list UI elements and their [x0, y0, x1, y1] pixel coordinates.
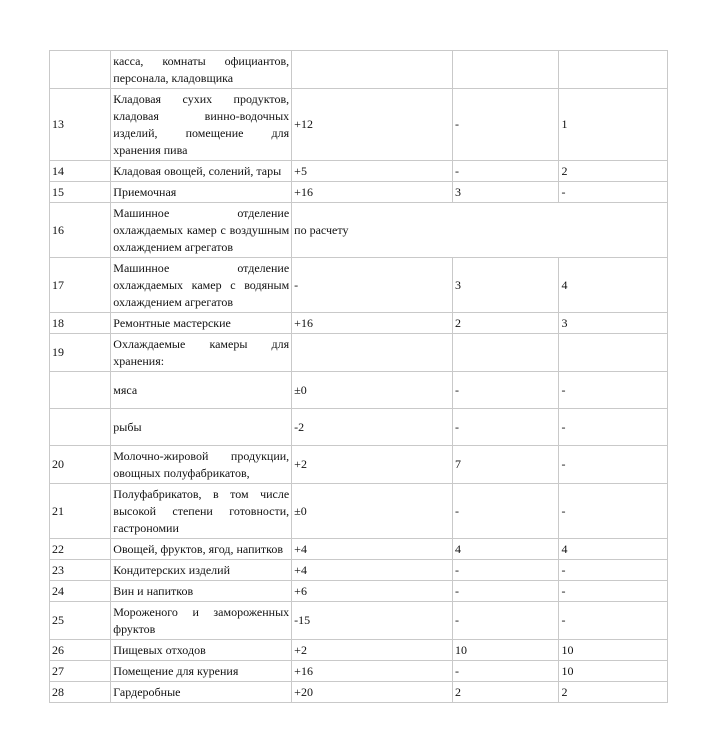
- row-number: 19: [50, 334, 111, 372]
- room-name: Пищевых отходов: [111, 640, 292, 661]
- value-b: 3: [559, 313, 668, 334]
- temperature: ±0: [292, 484, 453, 539]
- row-number: [50, 372, 111, 409]
- room-name: Молочно-жировой продукции, овощных полуфабрикатов,: [111, 446, 292, 484]
- value-a: [452, 51, 559, 89]
- row-number: 17: [50, 258, 111, 313]
- value-b: -: [559, 602, 668, 640]
- value-b: 4: [559, 258, 668, 313]
- temperature: +4: [292, 560, 453, 581]
- value-a: 4: [452, 539, 559, 560]
- room-name: Кондитерских изделий: [111, 560, 292, 581]
- value-b: -: [559, 560, 668, 581]
- value-b: -: [559, 446, 668, 484]
- room-name: касса, комнаты официантов, персонала, кладовщика: [111, 51, 292, 89]
- row-number: [50, 409, 111, 446]
- room-name: Машинное отделение охлаждаемых камер с водяным охлаждением агрегатов: [111, 258, 292, 313]
- row-number: 22: [50, 539, 111, 560]
- value-b: 2: [559, 682, 668, 703]
- table-row: [50, 409, 668, 446]
- temperature: +5: [292, 161, 453, 182]
- temperature: -: [292, 258, 453, 313]
- row-number: 23: [50, 560, 111, 581]
- temperature: +2: [292, 446, 453, 484]
- table-row: [50, 661, 668, 682]
- temperature: -2: [292, 409, 453, 446]
- table-row: [50, 203, 668, 258]
- value-a: -: [452, 661, 559, 682]
- value-b: -: [559, 484, 668, 539]
- value-a: -: [452, 409, 559, 446]
- table-row: [50, 484, 668, 539]
- room-name: Овощей, фруктов, ягод, напитков: [111, 539, 292, 560]
- value-a: -: [452, 581, 559, 602]
- value-a: -: [452, 484, 559, 539]
- row-number: 26: [50, 640, 111, 661]
- value-a: 3: [452, 182, 559, 203]
- table-row: [50, 446, 668, 484]
- value-b: 10: [559, 661, 668, 682]
- temperature: +16: [292, 661, 453, 682]
- value-b: 2: [559, 161, 668, 182]
- value-b: -: [559, 409, 668, 446]
- temperature: +12: [292, 89, 453, 161]
- value-a: -: [452, 372, 559, 409]
- value-a: -: [452, 560, 559, 581]
- table-row: [50, 560, 668, 581]
- value-b: 1: [559, 89, 668, 161]
- table-row: [50, 682, 668, 703]
- value-b: [559, 51, 668, 89]
- row-number: 21: [50, 484, 111, 539]
- value-a: 2: [452, 313, 559, 334]
- temperature: +6: [292, 581, 453, 602]
- table-row: [50, 51, 668, 89]
- value-a: -: [452, 89, 559, 161]
- temperature: +4: [292, 539, 453, 560]
- temperature: +20: [292, 682, 453, 703]
- room-name: Ремонтные мастерские: [111, 313, 292, 334]
- temperature: +16: [292, 182, 453, 203]
- room-name: Гардеробные: [111, 682, 292, 703]
- temperature: [292, 51, 453, 89]
- table-row: [50, 161, 668, 182]
- row-number: 13: [50, 89, 111, 161]
- table-row: [50, 372, 668, 409]
- row-number: [50, 51, 111, 89]
- value-b: -: [559, 581, 668, 602]
- temperature: -15: [292, 602, 453, 640]
- row-number: 14: [50, 161, 111, 182]
- table-row: [50, 334, 668, 372]
- table-row: [50, 602, 668, 640]
- room-name: Приемочная: [111, 182, 292, 203]
- temperature: +16: [292, 313, 453, 334]
- room-name: Кладовая сухих продуктов, кладовая винно-водочных изделий, помещение для хранения пива: [111, 89, 292, 161]
- room-name: Полуфабрикатов, в том числе высокой степени готовности, гастрономии: [111, 484, 292, 539]
- room-name: мяса: [111, 372, 292, 409]
- table-row: [50, 581, 668, 602]
- value-a: -: [452, 602, 559, 640]
- room-name: Вин и напитков: [111, 581, 292, 602]
- value-a: 2: [452, 682, 559, 703]
- value-b: 4: [559, 539, 668, 560]
- value-a: 7: [452, 446, 559, 484]
- value-b: -: [559, 372, 668, 409]
- value-b: -: [559, 182, 668, 203]
- table-row: [50, 539, 668, 560]
- room-name: Кладовая овощей, солений, тары: [111, 161, 292, 182]
- row-number: 20: [50, 446, 111, 484]
- table-row: [50, 313, 668, 334]
- row-number: 27: [50, 661, 111, 682]
- table-row: [50, 258, 668, 313]
- value-a: 3: [452, 258, 559, 313]
- temperature: по расчету: [292, 203, 668, 258]
- table-row: [50, 640, 668, 661]
- temperature: +2: [292, 640, 453, 661]
- value-a: 10: [452, 640, 559, 661]
- table-row: [50, 89, 668, 161]
- value-a: -: [452, 161, 559, 182]
- rooms-table: [49, 50, 668, 703]
- value-b: 10: [559, 640, 668, 661]
- table-row: [50, 182, 668, 203]
- temperature: ±0: [292, 372, 453, 409]
- row-number: 25: [50, 602, 111, 640]
- row-number: 24: [50, 581, 111, 602]
- room-name: Охлаждаемые камеры для хранения:: [111, 334, 292, 372]
- room-name: Машинное отделение охлаждаемых камер с воздушным охлаждением агрегатов: [111, 203, 292, 258]
- room-name: рыбы: [111, 409, 292, 446]
- row-number: 16: [50, 203, 111, 258]
- temperature: [292, 334, 453, 372]
- value-a: [452, 334, 559, 372]
- row-number: 28: [50, 682, 111, 703]
- row-number: 15: [50, 182, 111, 203]
- room-name: Помещение для курения: [111, 661, 292, 682]
- row-number: 18: [50, 313, 111, 334]
- value-b: [559, 334, 668, 372]
- room-name: Мороженого и замороженных фруктов: [111, 602, 292, 640]
